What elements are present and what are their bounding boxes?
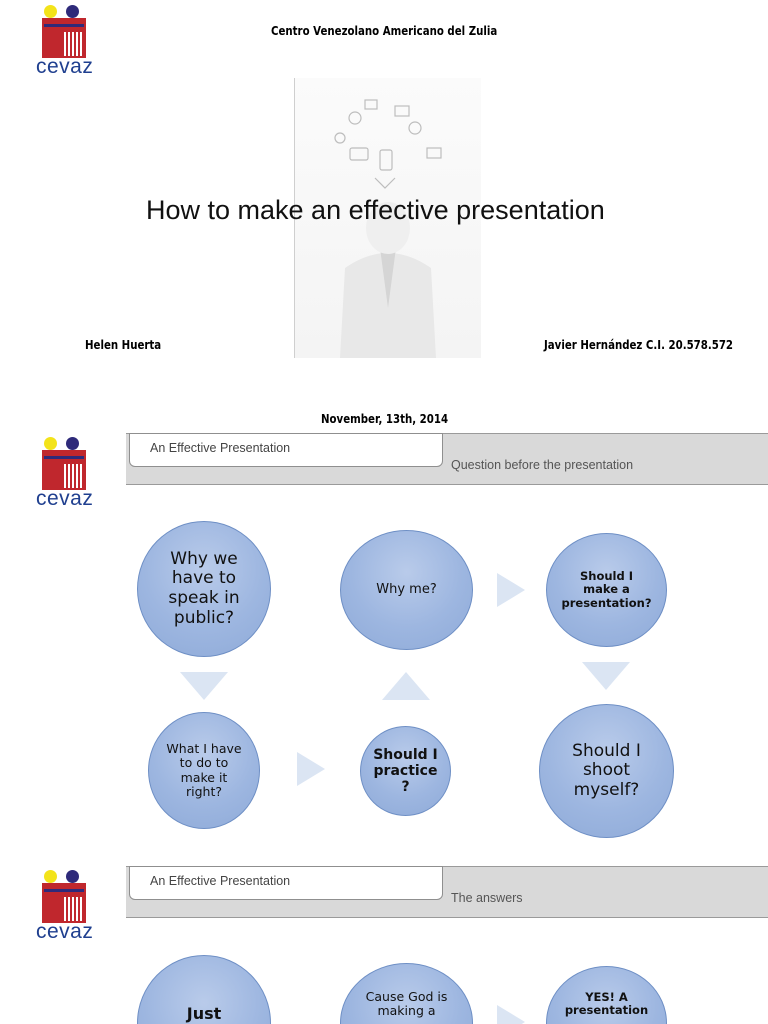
student-name: Javier Hernández C.I. 20.578.572 bbox=[544, 338, 734, 352]
flow-arrow-down-icon bbox=[180, 672, 228, 700]
flow-arrow-right-icon bbox=[497, 1005, 525, 1024]
flow-arrow-right-icon bbox=[497, 573, 525, 607]
flow-arrow-up-icon bbox=[382, 672, 430, 700]
question-circle: Why me? bbox=[340, 530, 473, 650]
title-slide bbox=[0, 0, 768, 430]
question-circle: Why we have to speak in public? bbox=[137, 521, 271, 657]
answers-slide bbox=[0, 865, 768, 1024]
cevaz-logo bbox=[4, 865, 124, 945]
logo-wordmark: cevaz bbox=[36, 55, 94, 78]
logo-building-icon bbox=[42, 18, 86, 58]
presentation-date: November, 13th, 2014 bbox=[321, 412, 449, 426]
slide-header bbox=[126, 433, 768, 485]
answer-circle: Just bbox=[137, 955, 271, 1024]
logo-building-icon bbox=[42, 883, 86, 923]
slide-subtitle: Question before the presentation bbox=[451, 458, 634, 472]
teacher-name: Helen Huerta bbox=[85, 338, 162, 352]
slide-subtitle: The answers bbox=[451, 891, 523, 905]
cevaz-logo bbox=[4, 0, 124, 80]
header-tab-label: An Effective Presentation bbox=[150, 441, 291, 455]
flow-arrow-down-icon bbox=[582, 662, 630, 690]
questions-slide bbox=[0, 432, 768, 862]
question-circle: Should I make a presentation? bbox=[546, 533, 667, 647]
presentation-title: How to make an effective presentation bbox=[146, 195, 605, 225]
question-circle: Should I practice ? bbox=[360, 726, 451, 816]
header-tab-label: An Effective Presentation bbox=[150, 874, 291, 888]
logo-wordmark: cevaz bbox=[36, 920, 94, 943]
header-tab bbox=[129, 433, 443, 467]
flow-arrow-right-icon bbox=[297, 752, 325, 786]
question-circle: What I have to do to make it right? bbox=[148, 712, 260, 829]
cevaz-logo bbox=[4, 432, 124, 512]
answer-circle: YES! A presentation bbox=[546, 966, 667, 1024]
answer-circle: Cause God is making a bbox=[340, 963, 473, 1024]
question-circle: Should I shoot myself? bbox=[539, 704, 674, 838]
logo-wordmark: cevaz bbox=[36, 487, 94, 510]
header-tab bbox=[129, 866, 443, 900]
logo-building-icon bbox=[42, 450, 86, 490]
institution-name: Centro Venezolano Americano del Zulia bbox=[271, 24, 498, 38]
slide-header bbox=[126, 866, 768, 918]
